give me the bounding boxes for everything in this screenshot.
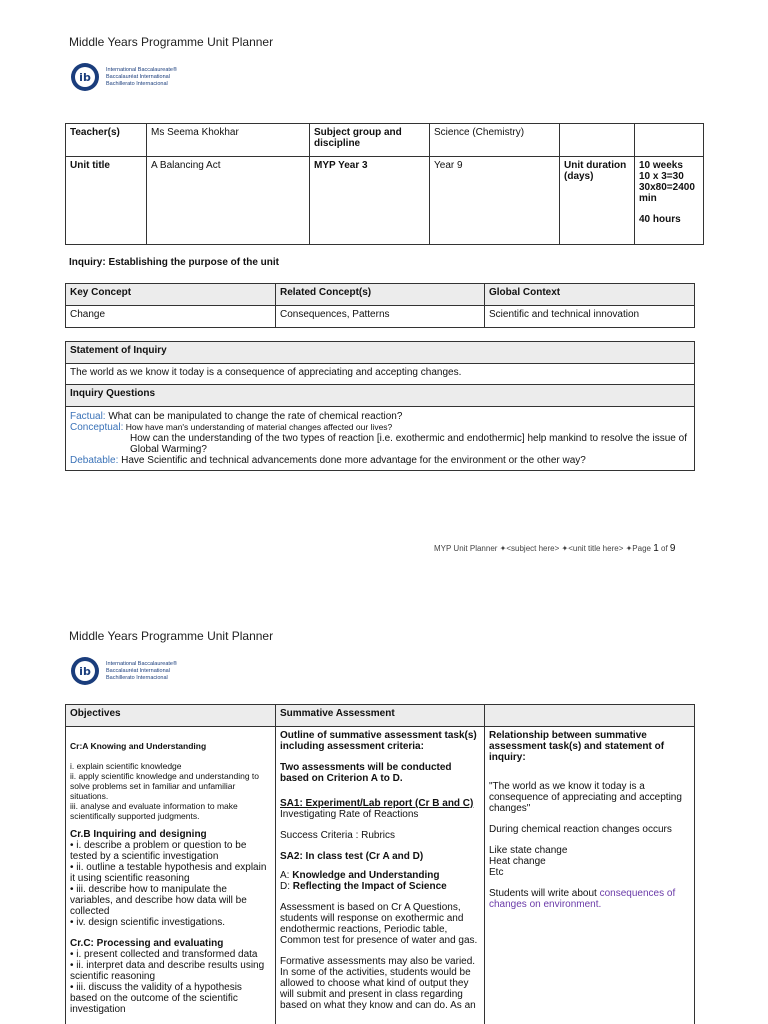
ib-logo-icon [70,656,100,686]
global-context-header: Global Context [485,284,695,306]
logo-line: International Baccalaureate® [106,660,178,667]
factual-question: Factual: What can be manipulated to change the rate of chemical reaction? [70,411,403,422]
objectives-table [65,704,695,1024]
relationship-heat: Heat change [489,856,546,867]
objective-item: iii. analyse and evaluate information to make scientifically supported judgments. [70,801,238,821]
statement-label: Statement of Inquiry [66,342,695,364]
outline-label: Outline of summative assessment task(s) including assessment criteria: [280,730,477,752]
success-criteria: Success Criteria : Rubrics [280,830,396,841]
ib-logo [70,62,177,92]
key-concept-header: Key Concept [66,284,276,306]
svg-text:ib: ib [79,665,91,678]
duration-label: Unit duration (days) [560,157,635,245]
objective-item: ii. apply scientific knowledge and understanding to solve problems set in familiar and unfamiliar situations. [70,771,260,801]
cra-title: Cr:A Knowing and Understanding [70,741,207,751]
ib-logo-2 [70,656,177,686]
svg-text:ib: ib [79,71,91,84]
logo-line: Bachillerato Internacional [106,674,168,681]
page-title: Middle Years Programme Unit Planner [69,35,274,49]
myp-year-label: MYP Year 3 [310,157,430,245]
relationship-quote: "The world as we know it today is a consequence of appreciating and accepting changes" [489,781,682,814]
objectives-header: Objectives [66,705,276,727]
page-title-2: Middle Years Programme Unit Planner [69,629,274,643]
objective-item: • iii. discuss the validity of a hypothesis based on the outcome of the scientific investigation [70,982,242,1015]
logo-line: International Baccalaureate® [106,66,178,73]
debatable-question: Debatable: Have Scientific and technical advancements done more advantage for the environment or the other way? [70,455,586,466]
criterion-d: D: Reflecting the Impact of Science [280,881,447,892]
questions-label: Inquiry Questions [66,385,695,407]
related-concept-value: Consequences, Patterns [276,306,485,328]
formative-text: Formative assessments may also be varied. In some of the activities, students would be allowed to choose what kind of output they will submit and present in class regarding based on what they know and can do. As an [280,956,476,1011]
objective-item: • ii. outline a testable hypothesis and explain it using scientific reasoning [70,862,267,884]
relationship-students: Students will write about consequences of changes on environment. [489,888,676,910]
summative-header: Summative Assessment [276,705,485,727]
two-assessments: Two assessments will be conducted based on Criterion A to D. [280,762,452,784]
objectives-cell [66,727,276,1024]
objective-item: • iii. describe how to manipulate the variables, and describe how data will be collected [70,884,247,917]
subject-value: Science (Chemistry) [430,124,560,157]
ib-logo-icon [70,62,100,92]
sa2-title: SA2: In class test (Cr A and D) [280,851,424,862]
relationship-etc: Etc [489,867,504,878]
relationship-title: Relationship between summative assessment task(s) and statement of inquiry: [489,730,665,763]
page-footer: MYP Unit Planner ✦<subject here> ✦<unit title here> ✦Page 1 of 9 [434,543,676,554]
statement-text: The world as we know it today is a consequence of appreciating and accepting changes. [66,364,695,385]
objective-item: • iv. design scientific investigations. [70,917,226,928]
teacher-value: Ms Seema Khokhar [147,124,310,157]
logo-line: Bachillerato Internacional [106,80,168,87]
unit-title-value: A Balancing Act [147,157,310,245]
teacher-label: Teacher(s) [66,124,147,157]
year-value: Year 9 [430,157,560,245]
inquiry-heading: Inquiry: Establishing the purpose of the unit [69,257,279,268]
questions-cell [66,407,695,471]
assessment-text: Assessment is based on Cr A Questions, students will response on exothermic and endothermic reactions, Periodic table, Common test for presence of water and gas. [280,902,478,946]
objective-item: i. explain scientific knowledge [70,761,182,771]
relationship-like: Like state change [489,845,568,856]
unit-title-label: Unit title [66,157,147,245]
summative-cell [276,727,485,1024]
sa1-title: SA1: Experiment/Lab report (Cr B and C) [280,798,474,809]
empty-header [485,705,695,727]
conceptual-question: Conceptual: How have man's understanding of material changes affected our lives? [70,422,393,433]
global-context-value: Scientific and technical innovation [485,306,695,328]
empty-cell [635,124,704,157]
objective-item: • ii. interpret data and describe results using scientific reasoning [70,960,265,982]
inquiry-table [65,341,695,471]
objective-item: • i. present collected and transformed data [70,949,258,960]
subject-label: Subject group and discipline [310,124,430,157]
logo-line: Baccalauréat International [106,73,170,80]
duration-value: 10 weeks 10 x 3=30 30x80=2400 min 40 hours [635,157,704,245]
logo-line: Baccalauréat International [106,667,170,674]
info-table [65,123,704,245]
relationship-during: During chemical reaction changes occurs [489,824,672,835]
objective-item: • i. describe a problem or question to be tested by a scientific investigation [70,840,247,862]
crc-title: Cr.C: Processing and evaluating [70,938,224,949]
crb-title: Cr.B Inquiring and designing [70,829,207,840]
empty-cell [560,124,635,157]
sa1-text: Investigating Rate of Reactions [280,809,419,820]
conceptual-question-2: How can the understanding of the two types of reaction [i.e. exothermic and endothermic] help mankind to resolve the issue of Global Warming? [130,433,687,455]
key-concept-value: Change [66,306,276,328]
criterion-a: A: Knowledge and Understanding [280,870,440,881]
concepts-table [65,283,695,328]
relationship-cell [485,727,695,1024]
related-concept-header: Related Concept(s) [276,284,485,306]
